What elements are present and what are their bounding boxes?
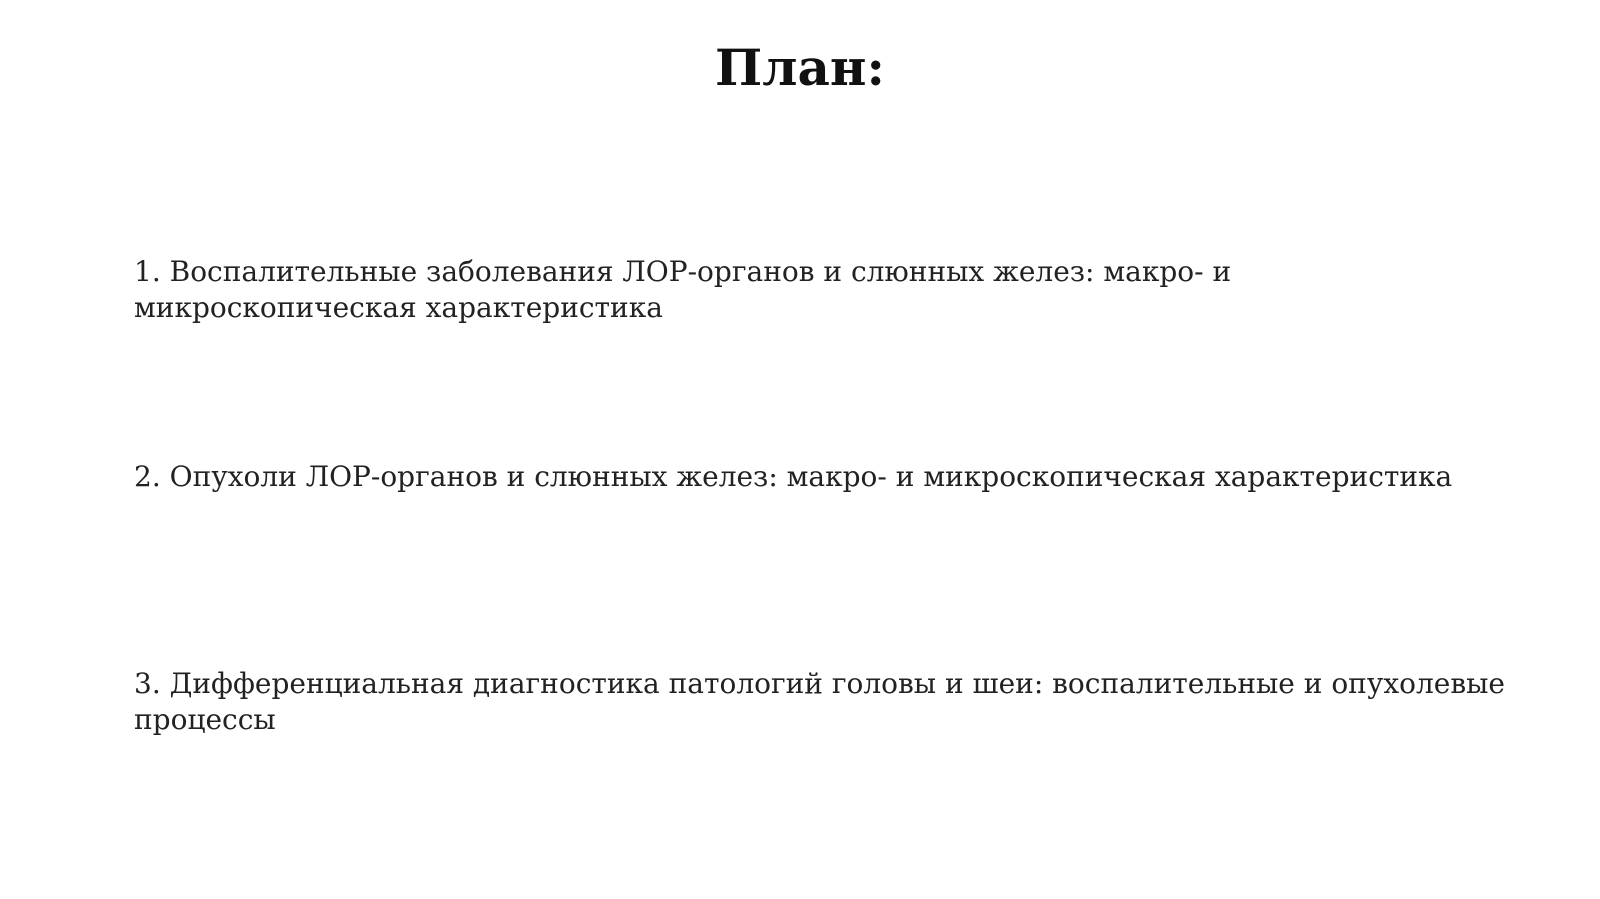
slide-title: План:	[715, 38, 885, 97]
plan-item-1: 1. Воспалительные заболевания ЛОР-органов и слюнных желез: макро- и микроскопическая характеристика	[134, 255, 1232, 324]
plan-item-3: 3. Дифференциальная диагностика патологий головы и шеи: воспалительные и опухолевые процессы	[134, 667, 1505, 736]
plan-item-2: 2. Опухоли ЛОР-органов и слюнных желез: макро- и микроскопическая характеристика	[134, 460, 1453, 493]
